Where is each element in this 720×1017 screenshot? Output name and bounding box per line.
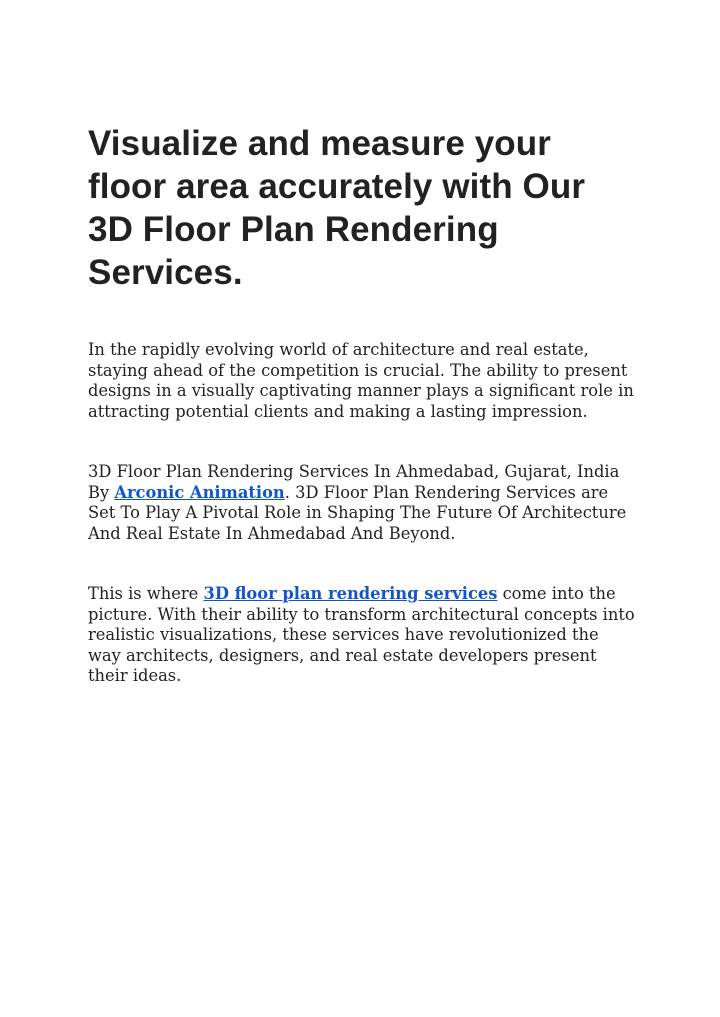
page-title: Visualize and measure your floor area accurately with Our 3D Floor Plan Rendering Services. [88,124,586,292]
paragraph-text: 3D Floor Plan Rendering Services In Ahmedabad, Gujarat, India By [88,462,620,502]
intro-paragraph: In the rapidly evolving world of architecture and real estate, staying ahead of the competition is crucial. The ability to present designs in a visually captivating manner plays a significant role in attracting potential clients and making a lasting impression. [88,340,634,421]
paragraph-text: . 3D Floor Plan Rendering Services are Set To Play A Pivotal Role in Shaping The Future Of Architecture And Real Estate In Ahmedabad And Beyond. [88,482,627,543]
paragraph-text: This is where [88,584,204,603]
document-page [88,122,636,687]
paragraph-text: come into the picture. With their ability to transform architectural concepts into realistic visualizations, these services have revolutionized the way architects, designers, and real estate developers present their ideas. [88,584,635,685]
rendering-paragraph [88,584,636,687]
services-paragraph [88,462,636,544]
floor-plan-rendering-link[interactable]: 3D floor plan rendering services [203,584,498,603]
arconic-animation-link[interactable]: Arconic Animation [114,482,285,502]
